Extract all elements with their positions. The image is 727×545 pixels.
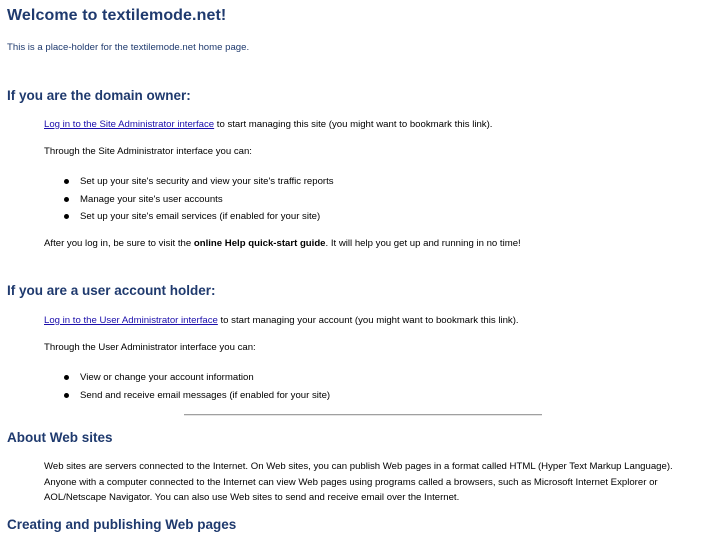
list-item [44,208,334,226]
owner-after-login-text [44,236,521,252]
user-admin-login-link[interactable]: Log in to the User Administrator interface [44,315,218,326]
list-item-label: Send and receive email messages (if enabled for your site) [80,389,331,401]
help-guide-text: online Help quick-start guide [193,238,326,249]
creating-heading: Creating and publishing Web pages [7,517,237,532]
bullet-icon [64,393,69,398]
list-item [44,173,334,191]
user-capabilities-list [44,369,330,404]
bullet-icon [64,179,69,184]
intro-text: This is a place-holder for the textilemode.net home page. [7,42,250,53]
bullet-icon [64,214,69,219]
list-item-label: Set up your site's security and view your site's traffic reports [80,176,334,187]
list-item [44,191,334,209]
user-through-text: Through the User Administrator interface you can: [44,342,256,353]
list-item-label: View or change your account information [80,372,254,383]
about-body-text: Web sites are servers connected to the Internet. On Web sites, you can publish Web pages in a format called HTML (Hyper Text Markup Language). Anyone with a computer connected to the Internet can view Web pages using programs called a browsers, such as Microsoft Internet Explorer or AOL/Netscape Navigator. You can also use Web sites to send and receive email over the Internet. [44,461,673,503]
after-login-prefix: After you log in, be sure to visit the [44,238,194,249]
owner-capabilities-list [44,173,334,226]
horizontal-divider [184,414,542,416]
list-item-label: Manage your site's user accounts [80,193,223,205]
list-item [44,387,330,405]
bullet-icon [64,197,69,202]
owner-login-rest: to start managing this site (you might want to bookmark this link). [214,119,493,130]
list-item-label: Set up your site's email services (if enabled for your site) [80,211,321,222]
user-login-rest: to start managing your account (you might want to bookmark this link). [217,315,519,326]
page-title: Welcome to textilemode.net! [7,7,227,24]
after-login-suffix: . It will help you get up and running in no time! [325,238,521,249]
owner-through-text: Through the Site Administrator interface you can: [44,146,252,157]
list-item [44,369,330,387]
bullet-icon [64,375,69,380]
owner-login-paragraph [44,117,492,133]
user-login-paragraph [44,313,519,329]
owner-heading: If you are the domain owner: [7,88,191,103]
about-heading: About Web sites [7,430,113,445]
site-admin-login-link[interactable]: Log in to the Site Administrator interface [44,119,215,130]
user-heading: If you are a user account holder: [7,283,216,298]
